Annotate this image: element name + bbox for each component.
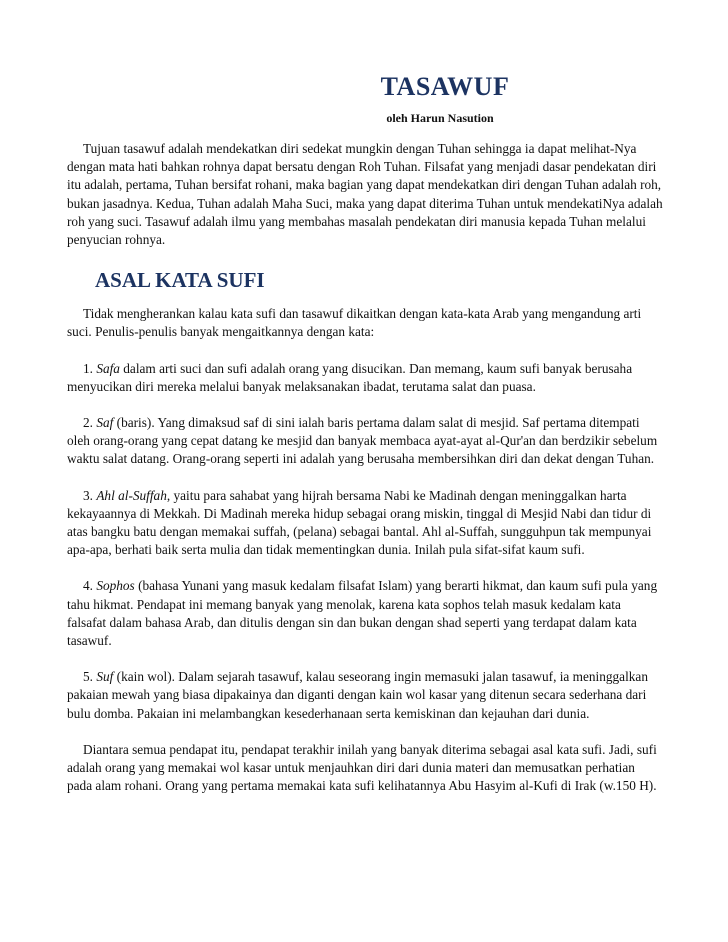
item-number: 1.	[83, 360, 93, 376]
item-number: 3.	[83, 487, 93, 503]
item-text: , yaitu para sahabat yang hijrah bersama Nabi ke Madinah dengan meninggalkan harta kekayaannya di Mekkah. Di Madinah mereka hidup sebagai orang miskin, tinggal di Mesjid Nabi dan tidur di atas bangku batu dengan memakai suffah, (pelana) sebagai bantal. Ahl al-Suffah, sungguhpun tak mempunyai apa-apa, berhati baik serta mulia dan tidak mementingkan dunia. Inilah pula sifat-sifat kaum sufi.	[67, 487, 652, 558]
section-heading: ASAL KATA SUFI	[95, 268, 265, 293]
item-term: Suf	[96, 669, 114, 685]
item-text: (baris). Yang dimaksud saf di sini ialah baris pertama dalam salat di mesjid. Saf pertama ditempati oleh orang-orang yang cepat datang ke mesjid dan banyak membaca ayat-ayat al-Qur'an dan berdzikir sebelum waktu salat datang. Orang-orang seperti ini adalah yang berusaha membersihkan diri dan dekat dengan Tuhan.	[67, 415, 658, 467]
list-item	[67, 668, 663, 723]
document-page	[67, 60, 663, 813]
intro-paragraph: Tujuan tasawuf adalah mendekatkan diri sedekat mungkin dengan Tuhan sehingga ia dapat melihat-Nya dengan mata hati bahkan rohnya dapat bersatu dengan Roh Tuhan. Filsafat yang menjadi dasar pendekatan diri itu adalah, pertama, Tuhan bersifat rohani, maka bagian yang dapat mendekatkan diri dengan Tuhan adalah roh, bukan jasadnya. Kedua, Tuhan adalah Maha Suci, maka yang dapat diterima Tuhan untuk mendekatiNya adalah roh yang suci. Tasawuf adalah ilmu yang membahas masalah pendekatan diri manusia kepada Tuhan melalui penyucian rohnya.	[67, 141, 663, 248]
list-item	[67, 360, 663, 396]
list-item	[67, 487, 663, 560]
item-text: (kain wol). Dalam sejarah tasawuf, kalau seseorang ingin memasuki jalan tasawuf, ia meninggalkan pakaian mewah yang biasa dipakainya dan diganti dengan kain wol kasar yang ditenun secara sederhana dari bulu domba. Pakaian ini melambangkan kesederhanaan serta kemiskinan dan kejauhan dari dunia.	[67, 669, 648, 721]
item-term: Saf	[96, 415, 114, 431]
item-term: Sophos	[96, 578, 135, 594]
item-number: 4.	[83, 578, 93, 594]
item-text: (bahasa Yunani yang masuk kedalam filsafat Islam) yang berarti hikmat, dan kaum sufi pula yang tahu hikmat. Pendapat ini memang banyak yang menolak, karena kata sophos telah masuk kedalam kata falsafat dalam bahasa Arab, dan ditulis dengan sin dan bukan dengan shad seperti yang terdapat dalam kata tasawuf.	[67, 578, 658, 649]
list-item	[67, 414, 663, 469]
document-title: TASAWUF	[380, 72, 510, 101]
document-byline: oleh Harun Nasution	[386, 111, 494, 125]
conclusion-paragraph: Diantara semua pendapat itu, pendapat terakhir inilah yang banyak diterima sebagai asal kata sufi. Jadi, sufi adalah orang yang memakai wol kasar untuk menjauhkan diri dari dunia materi dan memusatkan perhatian pada alam rohani. Orang yang pertama memakai kata sufi kelihatannya Abu Hasyim al-Kufi di Irak (w.150 H).	[67, 741, 657, 794]
item-term: Ahl al-Suffah	[96, 487, 167, 503]
item-text: dalam arti suci dan sufi adalah orang yang disucikan. Dan memang, kaum sufi banyak berusaha menyucikan diri mereka melalui banyak melaksanakan ibadat, terutama salat dan puasa.	[67, 360, 633, 394]
list-item	[67, 577, 663, 650]
item-term: Safa	[96, 360, 120, 376]
item-number: 5.	[83, 669, 93, 685]
item-number: 2.	[83, 415, 93, 431]
section-intro-paragraph: Tidak mengherankan kalau kata sufi dan tasawuf dikaitkan dengan kata-kata Arab yang mengandung arti suci. Penulis-penulis banyak mengaitkannya dengan kata:	[67, 306, 642, 340]
